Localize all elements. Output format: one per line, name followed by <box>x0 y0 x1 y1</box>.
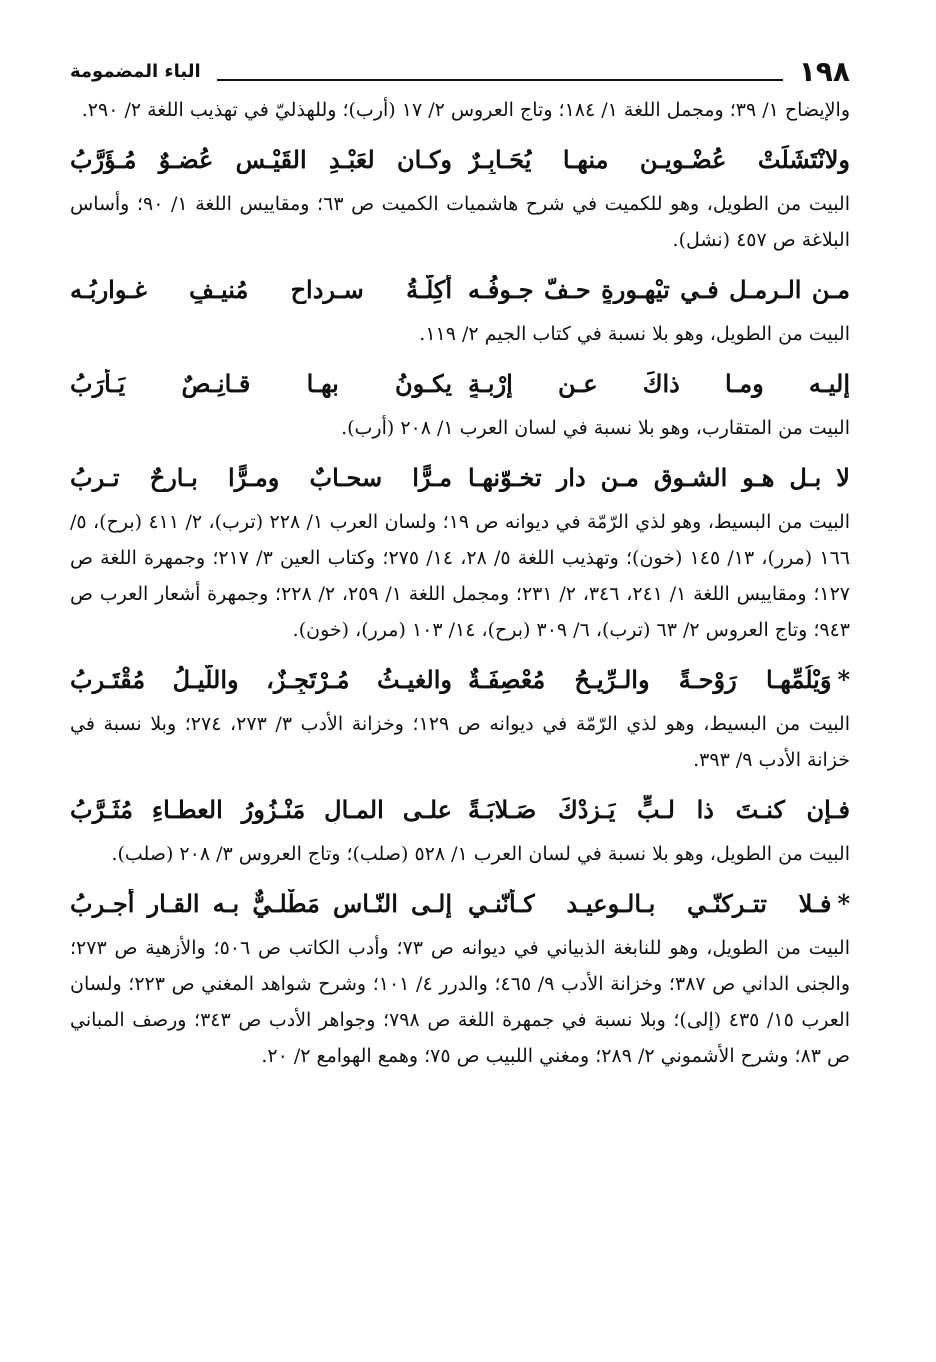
chapter-title: الباء المضمومة <box>70 61 201 82</box>
verse-second-hemistich: مـرًّا سحـابٌ ومـرًّا بـارحٌ تـربُ <box>70 462 452 492</box>
verse-second-hemistich: أكِلّـةُ سـرداحٍ مُنيـفٍ غـواربُـه <box>70 274 452 304</box>
verse-first-hemistich: *فـلا تتـركنّـي بـالـوعيـد كـأنّنـي <box>468 888 850 918</box>
verse-first-hemistich: *وَيْلُمِّهـا رَوْحـةً والـرِّيـحُ مُعْصِفَـةٌ <box>468 664 850 694</box>
verse-first-hemistich: ولانْتَشَلَتْ عُضْـويـنِ منهـا يُحَـابِـرٌ <box>468 144 850 174</box>
verse-entry <box>70 356 850 446</box>
verse-note: البيت من الطويل، وهو للنابغة الذبياني في ديوانه ص ٧٣؛ وأدب الكاتب ص ٥٠٦؛ والأزهية ص ٢٧٣؛ والجنى الداني ص ٣٨٧؛ وخزانة الأدب ٩/ ٤٦٥؛ والدرر ٤/ ١٠١؛ وشرح شواهد المغني ص ٢٢٣؛ ولسان العرب ١٥/ ٤٣٥ (إلى)؛ وبلا نسبة في جمهرة اللغة ص ٧٩٨؛ وجواهر الأدب ص ٣٤٣؛ ورصف المباني ص ٨٣؛ وشرح الأشموني ٢/ ٢٨٩؛ ومغني اللبيب ص ٧٥؛ وهمع الهوامع ٢/ ٢٠. <box>70 937 850 1067</box>
verse-first-hemistich: مـن الـرمـل فـي تيْهـورةٍ حـفّ جـوفُـه <box>468 274 850 304</box>
intro-paragraph: والإيضاح ١/ ٣٩؛ ومجمل اللغة ١/ ١٨٤؛ وتاج العروس ٢/ ١٧ (أرب)؛ وللهذليّ في تهذيب اللغة ٢/ ٢٩٠. <box>81 99 850 121</box>
verse-note: البيت من الطويل، وهو بلا نسبة في لسان العرب ١/ ٥٢٨ (صلب)؛ وتاج العروس ٣/ ٢٠٨ (صلب). <box>111 843 850 865</box>
verse-note: البيت من البسيط، وهو لذي الرّمّة في ديوانه ص ١٩؛ ولسان العرب ١/ ٢٢٨ (ترب)، ٢/ ٤١١ (برح)، ٥/ ١٦٦ (مرر)، ١٣/ ١٤٥ (خون)؛ وتهذيب اللغة ٥/ ٢٨، ١٤/ ٢٧٥؛ وكتاب العين ٣/ ٢١٧؛ وجمهرة اللغة ص ١٢٧؛ ومقاييس اللغة ١/ ٢٤١، ٣٤٦، ٢/ ٢٣١؛ ومجمل اللغة ١/ ٢٥٩، ٢/ ٢٢٨؛ وجمهرة أشعار العرب ص ٩٤٣؛ وتاج العروس ٢/ ٦٣ (ترب)، ٦/ ٣٠٩ (برح)، ١٤/ ١٠٣ (مرر)، (خون). <box>70 511 851 641</box>
page-header <box>70 52 850 92</box>
book-page <box>70 52 850 1078</box>
star-marker: * <box>837 664 850 694</box>
page-number: ١٩٨ <box>798 55 850 88</box>
verse-entry <box>70 876 850 1074</box>
verse-entry <box>70 262 850 352</box>
verse-second-hemistich: علـى المـالِ مَنْـزُورُ العطـاءِ مُثَـرَّبُ <box>70 794 452 824</box>
verse-second-hemistich: والغيـثُ مُـرْتَجِـزٌ، واللّيـلُ مُقْتَـرِبُ <box>70 664 452 694</box>
verse-second-hemistich: وكـان لعَبْـدِ القَيْـسِ عُضـوٌ مُـؤَرَّبُ <box>70 144 452 174</box>
verse-first-hemistich: فـإن كنـتَ ذا لـبٍّ يَـزِدْكَ صَـلابَـةً <box>468 794 850 824</box>
verse-line <box>70 652 850 706</box>
verse-entry <box>70 782 850 872</box>
verse-line <box>70 782 850 836</box>
star-marker: * <box>837 888 850 918</box>
verse-note: البيت من الطويل، وهو بلا نسبة في كتاب الجيم ٢/ ١١٩. <box>419 323 850 345</box>
verse-first-hemistich: لا بـل هـو الشـوق مـن دار تخـوّنهـا <box>468 462 850 492</box>
verse-entry <box>70 450 850 648</box>
verse-line <box>70 356 850 410</box>
verse-entry <box>70 132 850 258</box>
verse-line <box>70 450 850 504</box>
verse-entry <box>70 652 850 778</box>
header-rule <box>217 79 783 81</box>
verse-line <box>70 132 850 186</box>
verse-second-hemistich: يكـونُ بهـا قـانِـصٌ يَـأْرَبُ <box>70 368 452 398</box>
verse-note: البيت من الطويل، وهو للكميت في شرح هاشميات الكميت ص ٦٣؛ ومقاييس اللغة ١/ ٩٠؛ وأساس البلاغة ص ٤٥٧ (نشل). <box>70 193 851 251</box>
verse-note: البيت من البسيط، وهو لذي الرّمّة في ديوانه ص ١٢٩؛ وخزانة الأدب ٣/ ٢٧٣، ٢٧٤؛ وبلا نسبة في خزانة الأدب ٩/ ٣٩٣. <box>70 713 851 771</box>
verse-first-hemistich: إليـه ومـا ذاكَ عـن إرْبـةٍ <box>468 368 850 398</box>
verse-line <box>70 876 850 930</box>
verse-second-hemistich: إلـى النّـاسِ مَطْلـيٌّ بـه القـار أجـربُ <box>70 888 452 918</box>
verse-note: البيت من المتقارب، وهو بلا نسبة في لسان العرب ١/ ٢٠٨ (أرب). <box>341 417 850 439</box>
verse-line <box>70 262 850 316</box>
